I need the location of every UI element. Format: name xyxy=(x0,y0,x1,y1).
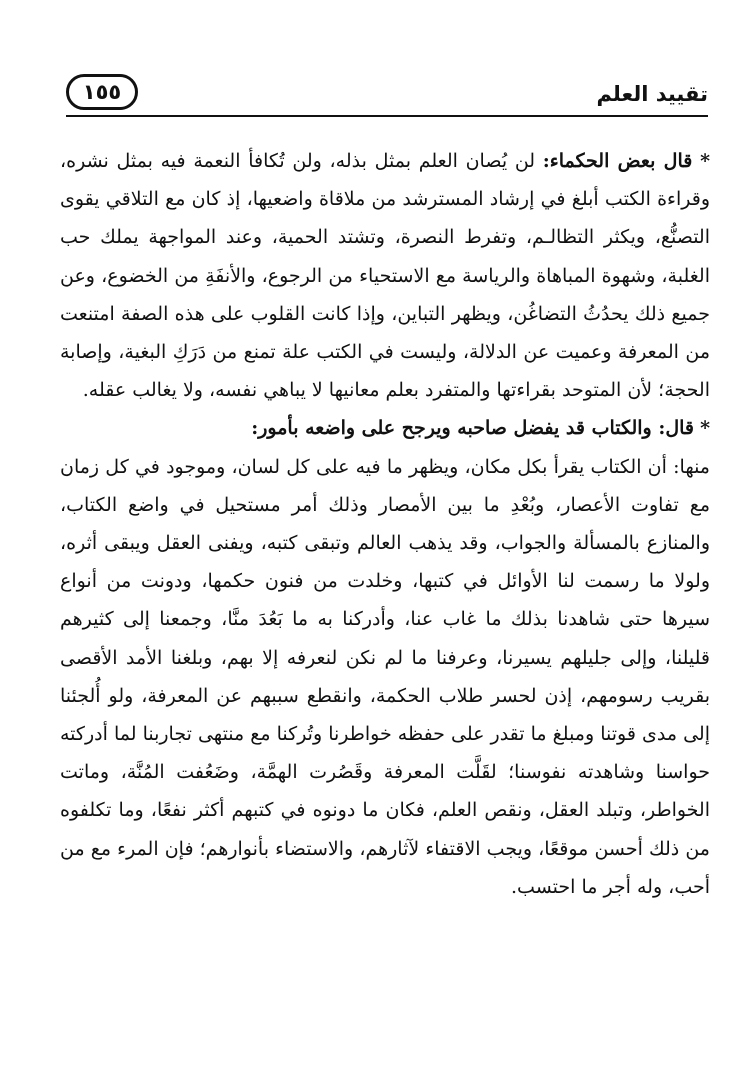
page-header xyxy=(66,74,708,118)
header-divider xyxy=(66,115,708,117)
paragraph-lead: قال: والكتاب قد يفضل صاحبه ويرجح على واضعه بأمور: xyxy=(251,417,695,440)
paragraph-3 xyxy=(60,448,710,906)
running-title: تقييد العلم xyxy=(596,82,708,106)
paragraph-1 xyxy=(60,142,710,409)
paragraph-text: منها: أن الكتاب يقرأ بكل مكان، ويظهر ما فيه على كل لسان، وموجود في كل زمان مع تفاوت الأعصار، وبُعْدِ ما بين الأمصار وذلك أمر مستحيل في واضع الكتاب، والمنازع بالمسألة والجواب، وقد يذهب العالم وتبقى كتبه، ويفنى العقل ويبقى أثره، ولولا ما رسمت لنا الأوائل في كتبها، وخلدت من فنون حكمها، ودونت من أنواع سيرها حتى شاهدنا بذلك ما غاب عنا، وأدركنا به ما بَعُدَ منَّا، وجمعنا إلى كثيرهم قليلنا، وإلى جليلهم يسيرنا، وعرفنا ما لم نكن لنعرفه إلا بهم، وبلغنا الأمد الأقصى بقريب رسومهم، إذن لحسر طلاب الحكمة، وانقطع سببهم عن المعرفة، ولو أُلجئنا إلى مدى قوتنا ومبلغ ما تقدر على حفظه خواطرنا وتُركنا مع منتهى تجاربنا لما أدركته حواسنا وشاهدته نفوسنا؛ لقَلَّت المعرفة وقَصُرت الهمَّة، وضَعُفت المُنَّة، وماتت الخواطر، وتبلد العقل، ونقص العلم، فكان ما دونوه في كتبهم أكثر نفعًا، وما تكلفوه من ذلك أحسن موقعًا، ويجب الاقتفاء لآثارهم، والاستضاء بأنوارهم؛ فإن المرء مع من أحب، وله أجر ما احتسب. xyxy=(60,455,710,898)
page-number: ١٥٥ xyxy=(66,74,138,110)
paragraph-2 xyxy=(60,409,710,447)
paragraph-marker: * xyxy=(700,150,710,172)
body-text xyxy=(60,142,710,906)
paragraph-text: لن يُصان العلم بمثل بذله، ولن تُكافأ النعمة فيه بمثل نشره، وقراءة الكتب أبلغ في إرشاد المسترشد من ملاقاة واضعيها، إذ كان مع التلاقي يقوى التصنُّع، ويكثر التظالـم، وتفرط النصرة، وتشتد الحمية، وعند المواجهة يملك حب الغلبة، وشهوة المباهاة والرياسة مع الاستحياء من الرجوع، والأنفَةِ من الخضوع، وعن جميع ذلك يحدُثُ التضاغُن، ويظهر التباين، وإذا كانت القلوب على هذه الصفة امتنعت من المعرفة وعميت عن الدلالة، وليست في الكتب علة تمنع من دَرَكِ البغية، وإصابة الحجة؛ لأن المتوحد بقراءتها والمتفرد بعلم معانيها لا يباهي نفسه، ولا يغالب عقله. xyxy=(60,150,710,402)
paragraph-lead: قال بعض الحكماء: xyxy=(542,150,693,172)
paragraph-marker: * xyxy=(700,417,710,440)
